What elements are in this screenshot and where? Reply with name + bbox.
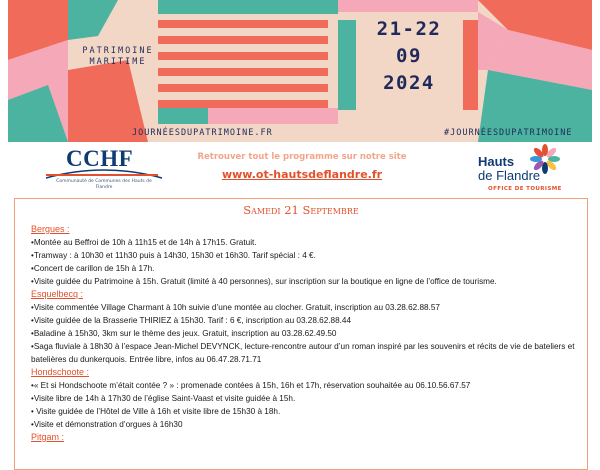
town-heading: Bergues :: [31, 224, 70, 234]
town-heading: Esquelbecq :: [31, 289, 84, 299]
programme-box: [14, 198, 588, 470]
hdf-tagline: OFFICE DE TOURISME: [488, 186, 562, 192]
hauts-de-flandre-logo: [474, 144, 566, 196]
town-heading: Hondschoote :: [31, 367, 90, 377]
cchf-logo: [44, 146, 164, 196]
event-dates: [360, 16, 458, 97]
banner-graphic: [8, 0, 592, 142]
event-banner: [8, 0, 592, 142]
programme-item: • Visite guidée du Patrimoine à 15h. Gratuit (limité à 40 personnes), sur inscription sur la boutique en ligne de l’office de tourisme.: [31, 275, 583, 288]
programme-item: • « Et si Hondschoote m’était contée ? » : promenade contées à 15h, 16h et 17h, réservation souhaitée au 06.10.56.67.57: [31, 379, 583, 392]
day-title: Samedi 21 Septembre: [243, 203, 359, 217]
programme-item: • Saga fluviale à 18h30 à l’espace Jean-Michel DEVYNCK, lecture-rencontre autour d’un roman inspiré par les souvenirs et récits de vie de bateliers et batelières du dunkerquois. Entrée libre, infos au 06.47.28.71.71: [31, 340, 583, 366]
programme-item: • Visite guidée de l’Hôtel de Ville à 16h et visite libre de 15h30 à 18h.: [31, 405, 583, 418]
website-banner-link[interactable]: JOURNÉESDUPATRIMOINE.FR: [132, 128, 273, 138]
programme-item: • Visite et démonstration d’orgues à 16h30: [31, 418, 583, 431]
programme-content: [31, 223, 583, 444]
logo-divider: [46, 174, 158, 176]
date-days: 21-22: [376, 18, 442, 40]
programme-item: • Concert de carillon de 15h à 17h.: [31, 262, 583, 275]
programme-item: • Visite commentée Village Charmant à 10h suivie d’une montée au clocher. Gratuit, inscription au 03.28.62.88.57: [31, 301, 583, 314]
theme-line-2: MARITIME: [89, 57, 147, 67]
programme-item: • Tramway : à 10h30 et 11h30 puis à 14h30, 15h30 et 16h30. Tarif spécial : 4 €.: [31, 249, 583, 262]
hdf-line-2: de Flandre: [478, 168, 541, 183]
theme-label: [78, 46, 158, 68]
programme-item: • Montée au Beffroi de 10h à 11h15 et de 14h à 17h15. Gratuit.: [31, 236, 583, 249]
date-year: 2024: [383, 72, 435, 94]
hdf-line-1: Hauts: [478, 154, 515, 169]
promo-block: [180, 152, 424, 181]
town-heading: Pitgam :: [31, 432, 65, 442]
programme-item: • Visite guidée de la Brasserie THIRIEZ à 15h30. Tarif : 6 €, inscription au 03.28.62.88.44: [31, 314, 583, 327]
theme-line-1: PATRIMOINE: [82, 46, 154, 56]
programme-item: • Baladine à 15h30, 3km sur le thème des jeux. Gratuit, inscription au 03.28.62.49.50: [31, 327, 583, 340]
programme-item: • Visite libre de 14h à 17h30 de l’église Saint-Vaast et visite guidée à 15h.: [31, 392, 583, 405]
website-link[interactable]: www.ot-hautsdeflandre.fr: [221, 168, 383, 181]
cchf-subtitle: Communauté de Communes des Hauts de Flandre: [56, 179, 152, 190]
cchf-title: CCHF: [66, 146, 134, 171]
hashtag: #JOURNÉESDUPATRIMOINE: [444, 128, 573, 138]
date-month: 09: [396, 45, 422, 67]
promo-text: Retrouver tout le programme sur notre site: [197, 152, 407, 162]
